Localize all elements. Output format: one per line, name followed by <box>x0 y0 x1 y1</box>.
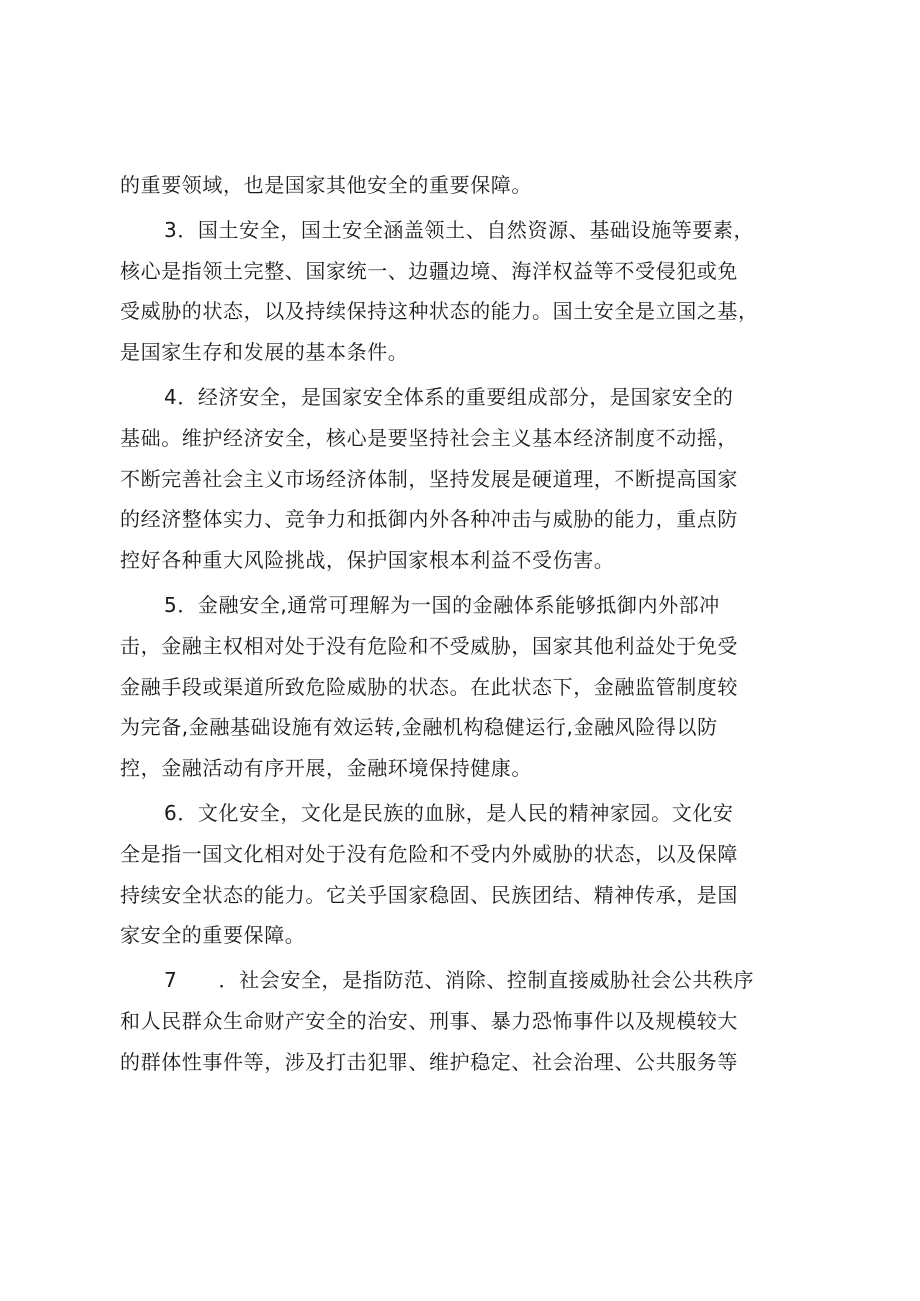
paragraph-3-line: 核心是指领土完整、国家统一、边疆边境、海洋权益等不受侵犯或免 <box>120 258 738 283</box>
paragraph-3-line: 受威胁的状态，以及持续保持这种状态的能力。国土安全是立国之基， <box>120 299 759 324</box>
paragraph-3-line: 3．国土安全，国土安全涵盖领土、自然资源、基础设施等要素， <box>164 217 755 242</box>
paragraph-7-line: 7 ．社会安全，是指防范、消除、控制直接威胁社会公共秩序 <box>164 968 755 993</box>
paragraph-4-line: 4．经济安全，是国家安全体系的重要组成部分，是国家安全的 <box>164 384 734 409</box>
paragraph-6-line: 家安全的重要保障。 <box>120 923 306 948</box>
paragraph-5-line: 金融手段或渠道所致危险威胁的状态。在此状态下，金融监管制度较 <box>120 674 738 699</box>
paragraph-5-line: 控，金融活动有序开展，金融环境保持健康。 <box>120 756 532 781</box>
paragraph-4-line: 控好各种重大风险挑战，保护国家根本利益不受伤害。 <box>120 548 615 573</box>
paragraph-5-line: 5．金融安全,通常可理解为一国的金融体系能够抵御内外部冲 <box>164 592 720 617</box>
paragraph-6-line: 持续安全状态的能力。它关乎国家稳固、民族团结、精神传承，是国 <box>120 882 738 907</box>
paragraph-7-line: 和人民群众生命财产安全的治安、刑事、暴力恐怖事件以及规模较大 <box>120 1008 738 1033</box>
paragraph-5-line: 击，金融主权相对处于没有危险和不受威胁，国家其他利益处于免受 <box>120 633 738 658</box>
paragraph-6-line: 全是指一国文化相对处于没有危险和不受内外威胁的状态，以及保障 <box>120 841 738 866</box>
paragraph-3-line: 是国家生存和发展的基本条件。 <box>120 340 409 365</box>
paragraph-4-line: 不断完善社会主义市场经济体制，坚持发展是硬道理，不断提高国家 <box>120 466 738 491</box>
paragraph-4-line: 的经济整体实力、竞争力和抵御内外各种冲击与威胁的能力，重点防 <box>120 507 738 532</box>
paragraph-5-line: 为完备,金融基础设施有效运转,金融机构稳健运行,金融风险得以防 <box>120 715 718 740</box>
text-line: 的重要领域，也是国家其他安全的重要保障。 <box>120 173 532 197</box>
document-body <box>120 165 820 1083</box>
paragraph-4-line: 基础。维护经济安全，核心是要坚持社会主义基本经济制度不动摇， <box>120 425 738 450</box>
paragraph-7-line: 的群体性事件等，涉及打击犯罪、维护稳定、社会治理、公共服务等 <box>120 1049 738 1074</box>
paragraph-6-line: 6．文化安全，文化是民族的血脉，是人民的精神家园。文化安 <box>164 800 734 825</box>
